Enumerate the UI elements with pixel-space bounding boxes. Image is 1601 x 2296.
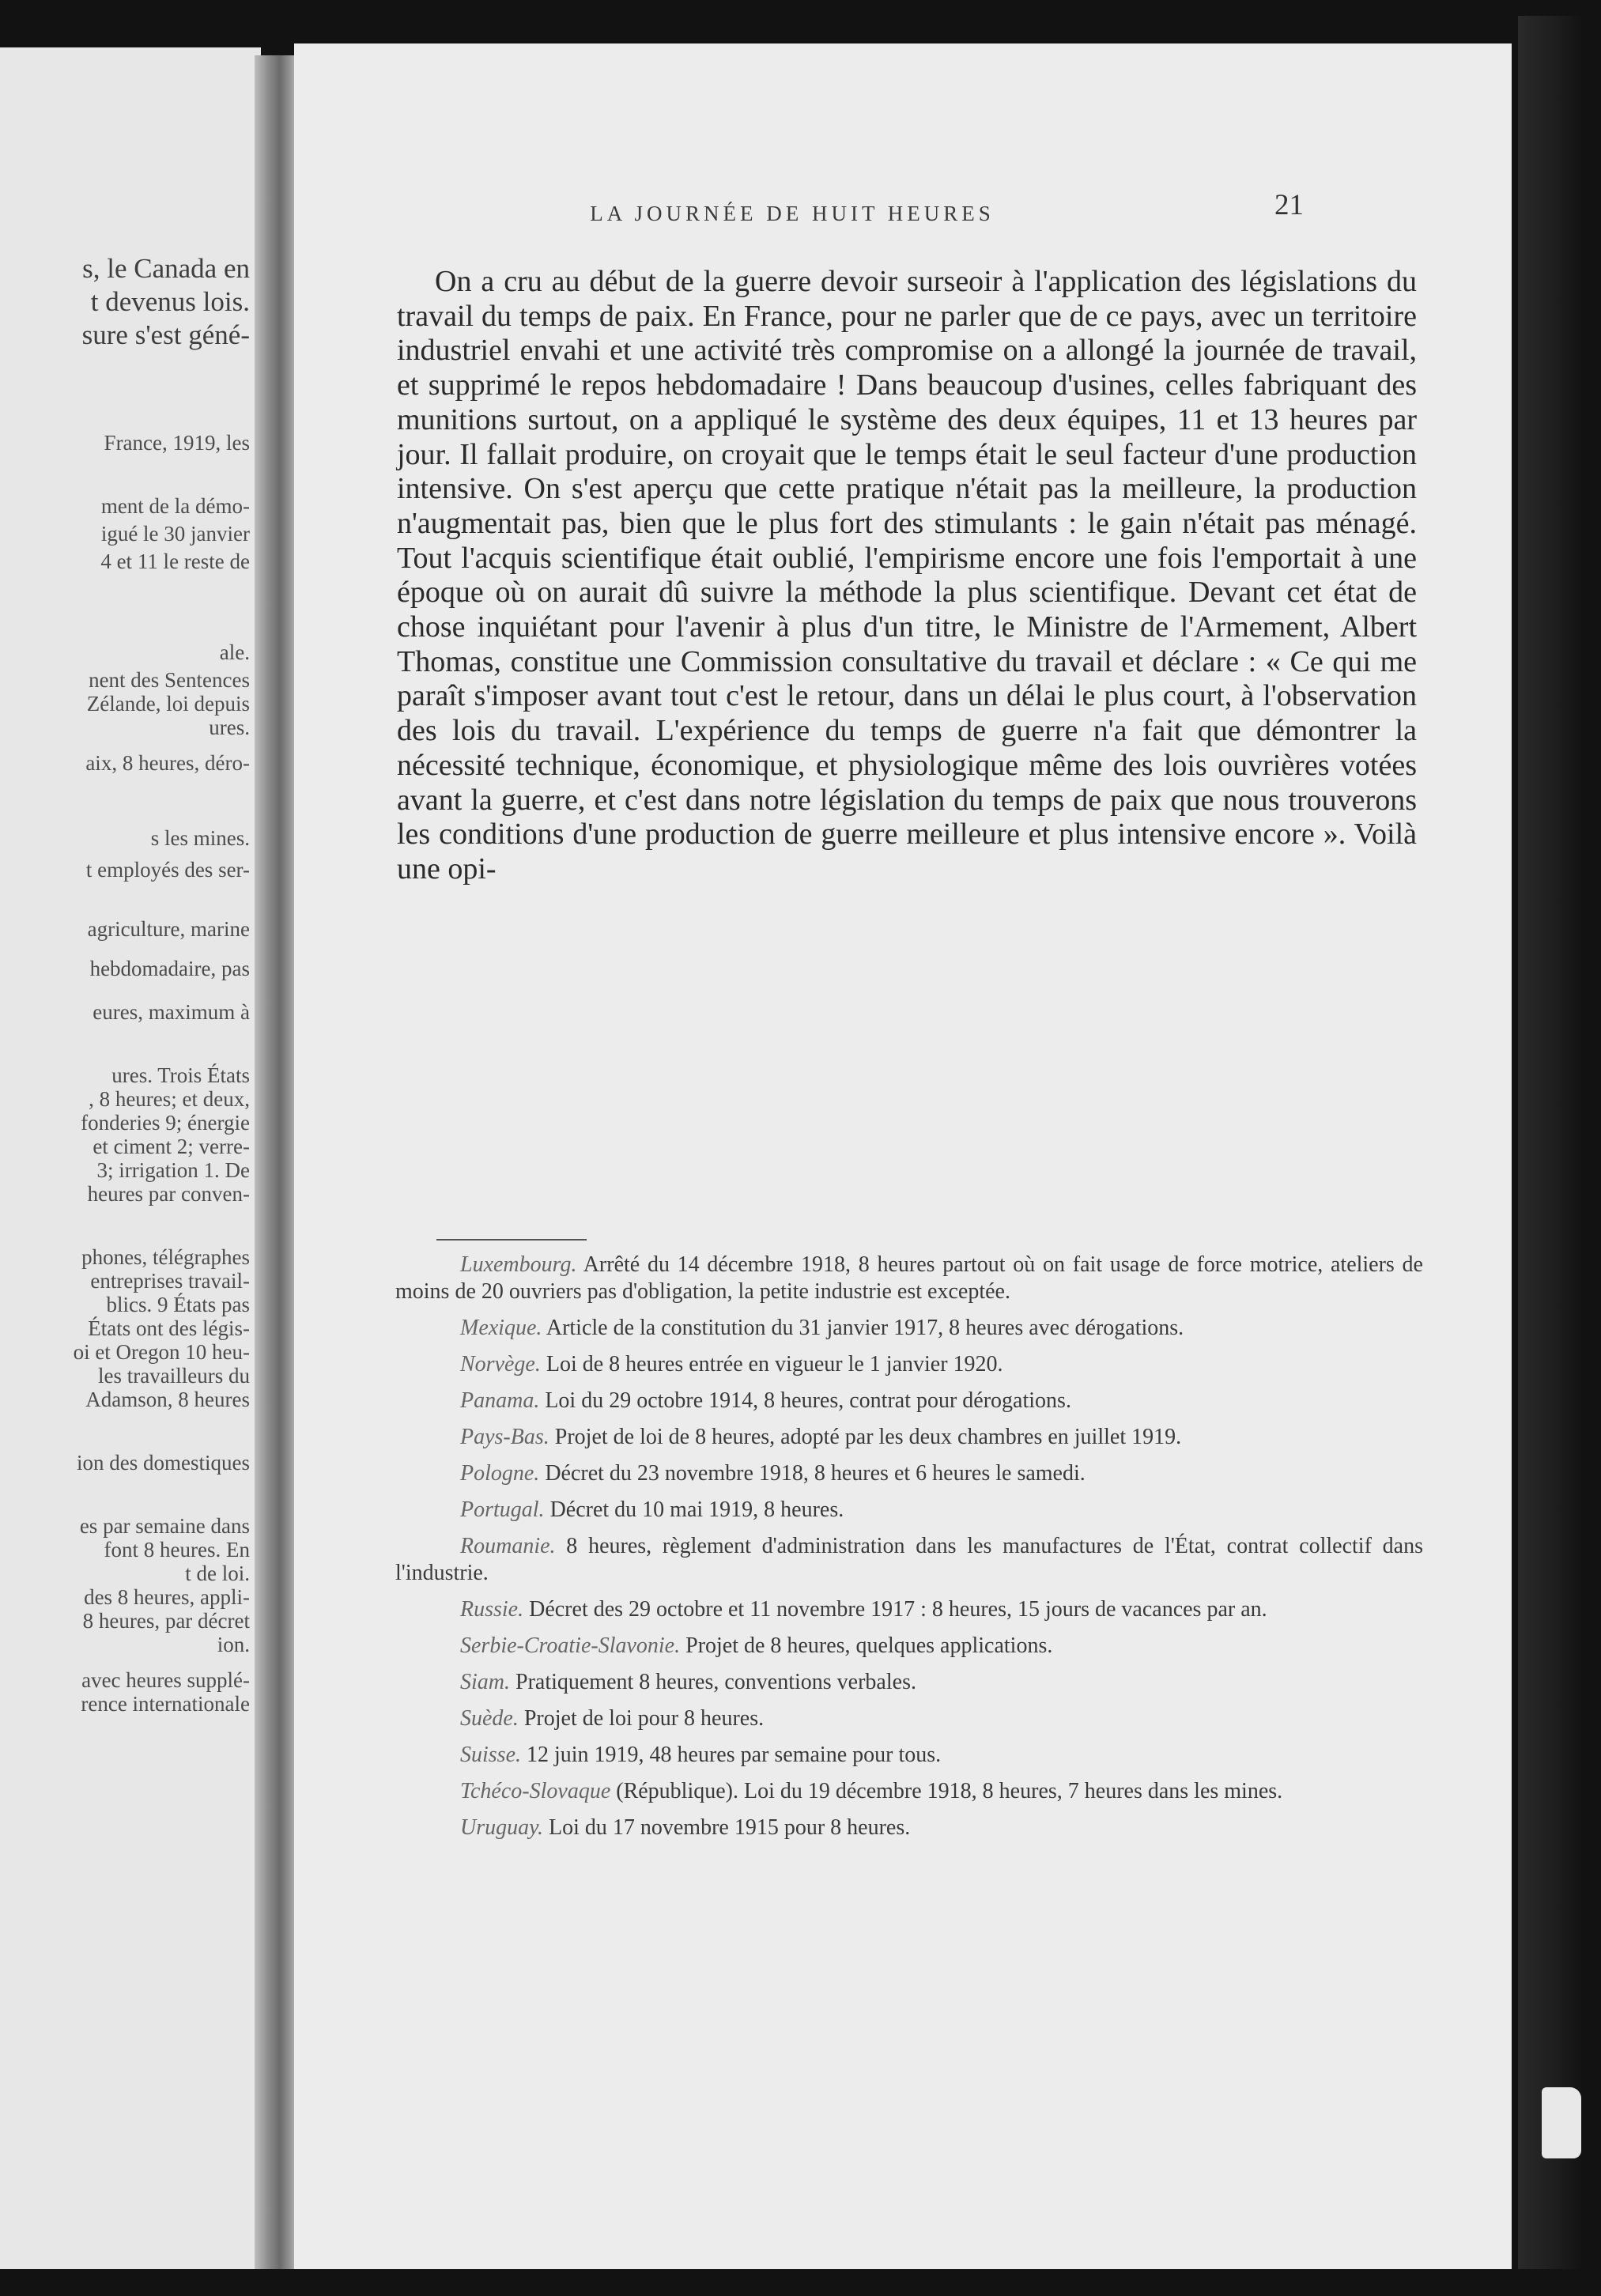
left-page-line: 4 et 11 le reste de [100, 549, 250, 573]
paper-tab [1542, 2087, 1581, 2158]
left-page-line: les travailleurs du [98, 1364, 250, 1388]
left-page-line: des 8 heures, appli- [84, 1585, 250, 1609]
footnote-country: Serbie-Croatie-Slavonie. [460, 1633, 681, 1658]
footnote-country: Luxembourg. [460, 1252, 577, 1277]
footnote-item [395, 1778, 1423, 1805]
footnote-item [395, 1533, 1423, 1587]
left-page-line: entreprises travail- [90, 1269, 250, 1293]
left-page-line: hebdomadaire, pas [89, 957, 250, 980]
left-page-line: ion des domestiques [77, 1451, 250, 1475]
left-page-line: Adamson, 8 heures [85, 1388, 250, 1411]
footnote-item [395, 1497, 1423, 1524]
footnote-rule [436, 1239, 587, 1241]
right-page [294, 43, 1512, 2269]
left-page [0, 47, 261, 2269]
left-page-line: agriculture, marine [87, 917, 250, 941]
footnote-country: Pologne. [460, 1461, 540, 1486]
footnote-item [395, 1315, 1423, 1342]
left-page-line: es par semaine dans [79, 1514, 250, 1538]
footnote-country: Suisse. [460, 1743, 521, 1767]
cover-edge [1518, 16, 1585, 2269]
left-page-line: igué le 30 janvier [100, 522, 250, 546]
footnote-item [395, 1460, 1423, 1487]
left-page-line: s les mines. [150, 826, 250, 850]
footnote-text: Arrêté du 14 décembre 1918, 8 heures partout où on fait usage de force motrice, ateliers de moins de 20 ouvriers pas d'obligation, la petite industrie est exceptée. [395, 1252, 1423, 1304]
footnote-text: Projet de loi pour 8 heures. [518, 1706, 765, 1731]
footnote-text: Décret du 10 mai 1919, 8 heures. [544, 1497, 844, 1522]
left-page-line: t devenus lois. [90, 286, 250, 317]
footnote-text: 12 juin 1919, 48 heures par semaine pour tous. [521, 1743, 942, 1767]
left-page-line: blics. 9 États pas [106, 1293, 250, 1316]
footnote-item [395, 1633, 1423, 1660]
footnote-text: Projet de loi de 8 heures, adopté par les deux chambres en juillet 1919. [549, 1425, 1182, 1449]
left-page-line: nent des Sentences [89, 668, 250, 692]
left-page-line: et ciment 2; verre- [93, 1135, 250, 1158]
left-page-line: s, le Canada en [82, 253, 250, 284]
footnote-item [395, 1815, 1423, 1841]
left-page-line: eures, maximum à [93, 1000, 250, 1024]
running-head: LA JOURNÉE DE HUIT HEURES [590, 202, 995, 225]
footnote-item [395, 1705, 1423, 1732]
footnote-item [395, 1669, 1423, 1696]
footnote-item [395, 1742, 1423, 1769]
footnote-text: (République). Loi du 19 décembre 1918, 8 heures, 7 heures dans les mines. [610, 1779, 1283, 1803]
left-page-line: États ont des légis- [88, 1316, 250, 1340]
left-page-line: phones, télégraphes [81, 1245, 250, 1269]
footnote-country: Uruguay. [460, 1815, 543, 1840]
left-page-line: rence internationale [81, 1692, 250, 1716]
left-page-line: fonderies 9; énergie [81, 1111, 250, 1135]
left-page-line: t employés des ser- [85, 858, 250, 882]
page-number: 21 [1274, 189, 1304, 221]
left-page-line: Zélande, loi depuis [86, 692, 250, 716]
footnote-text: Loi du 17 novembre 1915 pour 8 heures. [543, 1815, 911, 1840]
left-page-line: font 8 heures. En [104, 1538, 250, 1562]
left-page-line: France, 1919, les [104, 431, 250, 455]
footnote-country: Tchéco-Slovaque [460, 1779, 611, 1803]
footnote-country: Portugal. [460, 1497, 545, 1522]
footnote-item [395, 1596, 1423, 1623]
footnote-text: Décret des 29 octobre et 11 novembre 1917 : 8 heures, 15 jours de vacances par an. [523, 1597, 1267, 1622]
footnote-country: Siam. [460, 1670, 510, 1694]
footnote-text: Article de la constitution du 31 janvier 1917, 8 heures avec dérogations. [542, 1316, 1184, 1340]
left-page-line: ment de la démo- [100, 494, 250, 518]
footnote-country: Mexique. [460, 1316, 542, 1340]
footnote-text: Projet de 8 heures, quelques applications. [680, 1633, 1053, 1658]
left-page-line: avec heures supplé- [81, 1668, 250, 1692]
footnote-country: Roumanie. [460, 1534, 556, 1558]
left-page-line: oi et Oregon 10 heu- [73, 1340, 250, 1364]
footnote-text: Loi de 8 heures entrée en vigueur le 1 janvier 1920. [540, 1352, 1003, 1376]
left-page-line: aix, 8 heures, déro- [85, 751, 250, 775]
footnote-country: Pays-Bas. [460, 1425, 549, 1449]
left-page-line: t de loi. [185, 1562, 250, 1585]
footnote-text: 8 heures, règlement d'administration dans les manufactures de l'État, contrat collectif dans l'industrie. [395, 1534, 1423, 1585]
left-page-line: 3; irrigation 1. De [96, 1158, 250, 1182]
left-page-line: sure s'est géné- [81, 319, 250, 350]
footnote-item [395, 1388, 1423, 1414]
left-page-line: ion. [217, 1633, 250, 1656]
footnote-item [395, 1351, 1423, 1378]
footnotes [395, 1252, 1423, 1851]
footnote-item [395, 1424, 1423, 1451]
footnote-country: Russie. [460, 1597, 524, 1622]
left-page-line: 8 heures, par décret [82, 1609, 250, 1633]
footnote-item [395, 1252, 1423, 1305]
footnote-text: Loi du 29 octobre 1914, 8 heures, contrat pour dérogations. [539, 1388, 1071, 1413]
footnote-country: Norvège. [460, 1352, 541, 1376]
footnote-text: Décret du 23 novembre 1918, 8 heures et 6 heures le samedi. [539, 1461, 1086, 1486]
left-page-line: heures par conven- [87, 1182, 250, 1206]
left-page-line: ures. Trois États [111, 1063, 250, 1087]
footnote-country: Suède. [460, 1706, 519, 1731]
left-page-line: , 8 heures; et deux, [89, 1087, 250, 1111]
left-page-line: ale. [219, 640, 250, 664]
footnote-text: Pratiquement 8 heures, conventions verbales. [510, 1670, 916, 1694]
footnote-country: Panama. [460, 1388, 540, 1413]
left-page-line: ures. [209, 716, 250, 739]
body-paragraph: On a cru au début de la guerre devoir surseoir à l'application des législations du travail du temps de paix. En France, pour ne parler que de ce pays, avec un territoire industriel envahi et une activité très compromise on a allongé la journée de travail, et supprimé le repos hebdomadaire ! Dans beaucoup d'usines, celles fabriquant des munitions surtout, on a appliqué le système des deux équipes, 11 et 13 heures par jour. Il fallait produire, on croyait que le temps était le seul facteur d'une production intensive. On s'est aperçu que cette pratique n'était pas la meilleure, la production n'augmentait pas, bien que le plus fort des stimulants : le gain n'était pas ménagé. Tout l'acquis scientifique était oublié, l'empirisme encore une fois l'emportait à une époque où on aurait dû suivre la méthode la plus scientifique. Devant cet état de chose inquiétant pour l'avenir à plus d'un titre, le Ministre de l'Armement, Albert Thomas, constitue une Commission consultative du travail et déclare : « Ce qui me paraît s'imposer avant tout c'est le retour, dans un délai le plus court, à l'observation des lois du travail. L'expérience du temps de guerre n'a fait que démontrer la nécessité technique, économique, et physiologique même des lois ouvrières votées avant la guerre, et c'est dans notre législation du temps de paix que nous trouverons les conditions d'une production de guerre meilleure et plus intensive encore ». Voilà une opi- [397, 265, 1417, 886]
